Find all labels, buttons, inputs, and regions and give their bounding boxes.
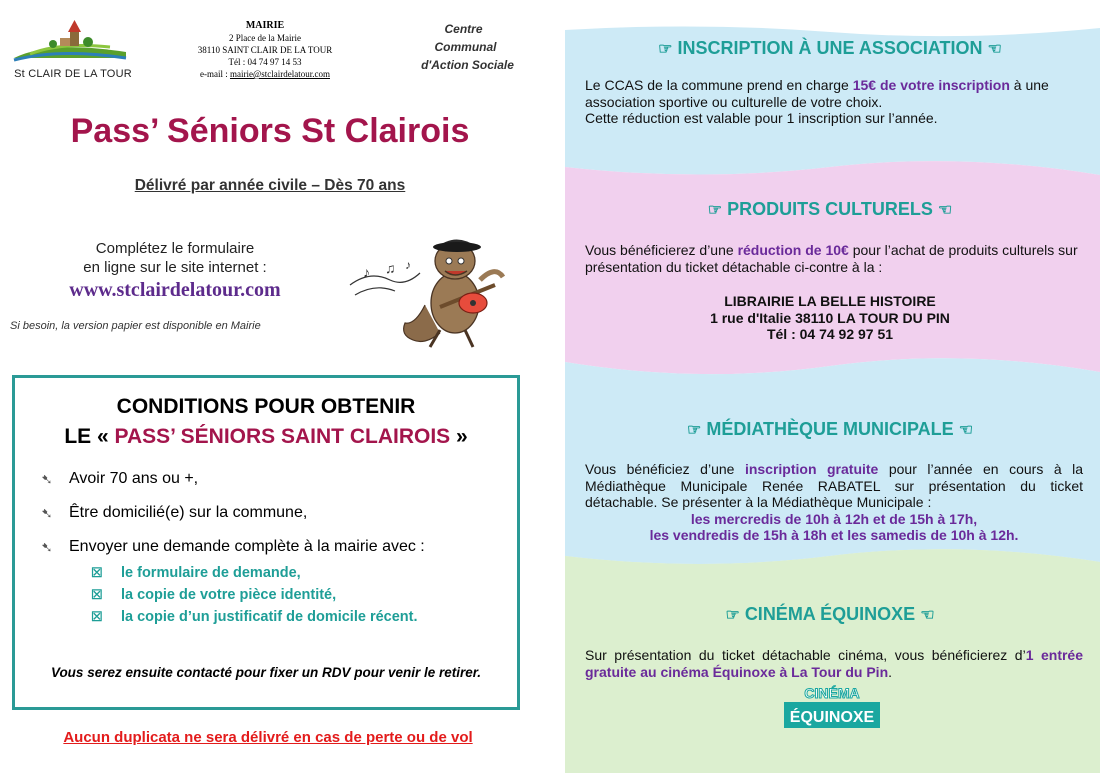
cinema-logo-line2: ÉQUINOXE [789, 709, 875, 726]
culture-title-text: PRODUITS CULTURELS [727, 199, 933, 219]
checkbox-icon: ☒ [91, 565, 103, 580]
conditions-footer: Vous serez ensuite contacté pour fixer un RDV pour venir le retirer. [50, 665, 482, 680]
conditions-list [41, 470, 511, 644]
culture-text-after: pour l’achat de produits culturels sur présentation du ticket détachable ci-contre à la : [585, 242, 1078, 275]
cinema-logo-icon [784, 682, 880, 728]
mediatheque-title-text: MÉDIATHÈQUE MUNICIPALE [706, 419, 954, 439]
culture-title [565, 199, 1095, 220]
arrow-hand-icon: ➷ [41, 471, 53, 487]
conditions-title-highlight: PASS’ SÉNIORS SAINT CLAIROIS [114, 425, 451, 448]
condition-text: Envoyer une demande complète à la mairie avec : [69, 538, 425, 555]
duplicate-warning: Aucun duplicata ne sera délivré en cas de perte ou de vol [63, 729, 473, 746]
association-text-before: Le CCAS de la commune prend en charge [585, 77, 853, 93]
document-item [91, 562, 511, 584]
page-title: Pass’ Séniors St Clairois [70, 112, 470, 150]
bookshop-info [565, 293, 1095, 343]
association-title-text: INSCRIPTION À UNE ASSOCIATION [677, 38, 983, 58]
pointing-hand-icon: ☞ [686, 422, 702, 439]
conditions-title-prefix: LE « [64, 425, 115, 448]
document-item [91, 606, 511, 628]
culture-text [585, 242, 1083, 275]
association-highlight: 15€ de votre inscription [852, 77, 1010, 93]
ccas-line1: Centre [444, 22, 483, 36]
document-item [91, 584, 511, 606]
condition-item [41, 538, 511, 628]
mediatheque-text [585, 461, 1083, 544]
association-title [565, 38, 1095, 59]
association-text-after: à une association sportive ou culturelle de votre choix. [585, 77, 1049, 110]
paper-version-note: Si besoin, la version papier est disponible en Mairie [10, 320, 261, 332]
pointing-hand-icon: ☞ [725, 607, 740, 624]
conditions-title-suffix: » [450, 425, 468, 448]
conditions-title-line2 [15, 422, 517, 452]
form-line1: Complétez le formulaire [95, 240, 255, 257]
website-link[interactable]: www.stclairdelatour.com [69, 279, 281, 301]
conditions-box [12, 375, 520, 710]
conditions-title [15, 392, 517, 452]
svg-text:♫: ♫ [385, 260, 396, 276]
mediatheque-hours2: les vendredis de 15h à 18h et les samedis de 10h à 12h. [649, 527, 1019, 543]
pointing-hand-icon: ☜ [920, 607, 935, 624]
ccas-line2: Communal [434, 40, 497, 54]
mediatheque-highlight: inscription gratuite [744, 461, 879, 477]
logo-text: St CLAIR DE LA TOUR [14, 68, 132, 80]
mediatheque-hours1: les mercredis de 10h à 12h et de 15h à 17h, [690, 510, 978, 527]
checkbox-icon: ☒ [91, 609, 103, 624]
condition-item [41, 504, 511, 522]
checkbox-icon: ☒ [91, 587, 103, 602]
document-text: le formulaire de demande, [121, 565, 301, 581]
cinema-highlight: 1 entrée gratuite au cinéma Équinoxe à La Tour du Pin [585, 647, 1084, 680]
cinema-text-before: Sur présentation du ticket détachable cinéma, vous bénéficierez d’ [585, 647, 1026, 663]
logo-landscape-icon [10, 14, 130, 66]
ccas-label [395, 20, 540, 74]
conditions-title-line1: CONDITIONS POUR OBTENIR [116, 395, 416, 418]
mairie-contact-block [180, 20, 350, 80]
mairie-title: MAIRIE [245, 20, 285, 31]
mairie-email-link[interactable]: mairie@stclairdelatour.com [229, 69, 330, 79]
cinema-text-after: . [888, 663, 893, 680]
condition-text: Avoir 70 ans ou +, [69, 470, 199, 487]
cinema-logo-line1: CINÉMA [804, 685, 860, 701]
mascot-guitar-icon [345, 225, 510, 350]
mairie-email-line [180, 68, 350, 80]
pointing-hand-icon: ☜ [987, 41, 1002, 58]
culture-text-before: Vous bénéficierez d’une [585, 242, 738, 258]
pointing-hand-icon: ☞ [658, 41, 673, 58]
culture-highlight: réduction de 10€ [737, 242, 849, 258]
cinema-text [585, 647, 1083, 680]
mairie-address-line1: 2 Place de la Mairie [229, 33, 301, 43]
cinema-title-text: CINÉMA ÉQUINOXE [744, 604, 916, 624]
arrow-hand-icon: ➷ [41, 505, 53, 521]
commune-logo [8, 14, 133, 84]
svg-text:♪: ♪ [405, 258, 411, 272]
association-line2: Cette réduction est valable pour 1 inscription sur l’année. [585, 110, 938, 126]
pointing-hand-icon: ☜ [958, 422, 974, 439]
mediatheque-text-after: pour l’année en cours à la Médiathèque Municipale Renée RABATEL sur présentation du ticket détachable. Se présenter à la Médiathèque Municipale : [585, 461, 1083, 510]
association-text [585, 77, 1083, 127]
document-text: la copie de votre pièce identité, [121, 587, 337, 603]
form-instructions [30, 239, 320, 277]
mairie-address-line2: 38110 SAINT CLAIR DE LA TOUR [197, 45, 333, 55]
form-line2: en ligne sur le site internet : [83, 259, 267, 276]
ccas-line3: d'Action Sociale [421, 58, 514, 72]
required-documents-list [69, 562, 511, 628]
arrow-hand-icon: ➷ [41, 539, 53, 555]
bookshop-address: 1 rue d'Italie 38110 LA TOUR DU PIN [710, 309, 950, 326]
condition-item [41, 470, 511, 488]
mairie-tel: Tél : 04 74 97 14 53 [228, 57, 302, 67]
document-text: la copie d’un justificatif de domicile récent. [121, 609, 418, 625]
bookshop-tel: Tél : 04 74 92 97 51 [766, 326, 894, 342]
pointing-hand-icon: ☜ [937, 202, 953, 219]
mediatheque-text-before: Vous bénéficiez d’une [585, 461, 745, 477]
pointing-hand-icon: ☞ [707, 202, 723, 219]
mairie-email-label: e-mail : [199, 69, 230, 79]
cinema-title [565, 604, 1095, 625]
bookshop-name: LIBRAIRIE LA BELLE HISTOIRE [724, 293, 936, 309]
svg-text:♪: ♪ [363, 264, 370, 280]
page-subtitle: Délivré par année civile – Dès 70 ans [134, 177, 406, 194]
condition-text: Être domicilié(e) sur la commune, [69, 504, 308, 521]
mediatheque-title [565, 419, 1095, 440]
